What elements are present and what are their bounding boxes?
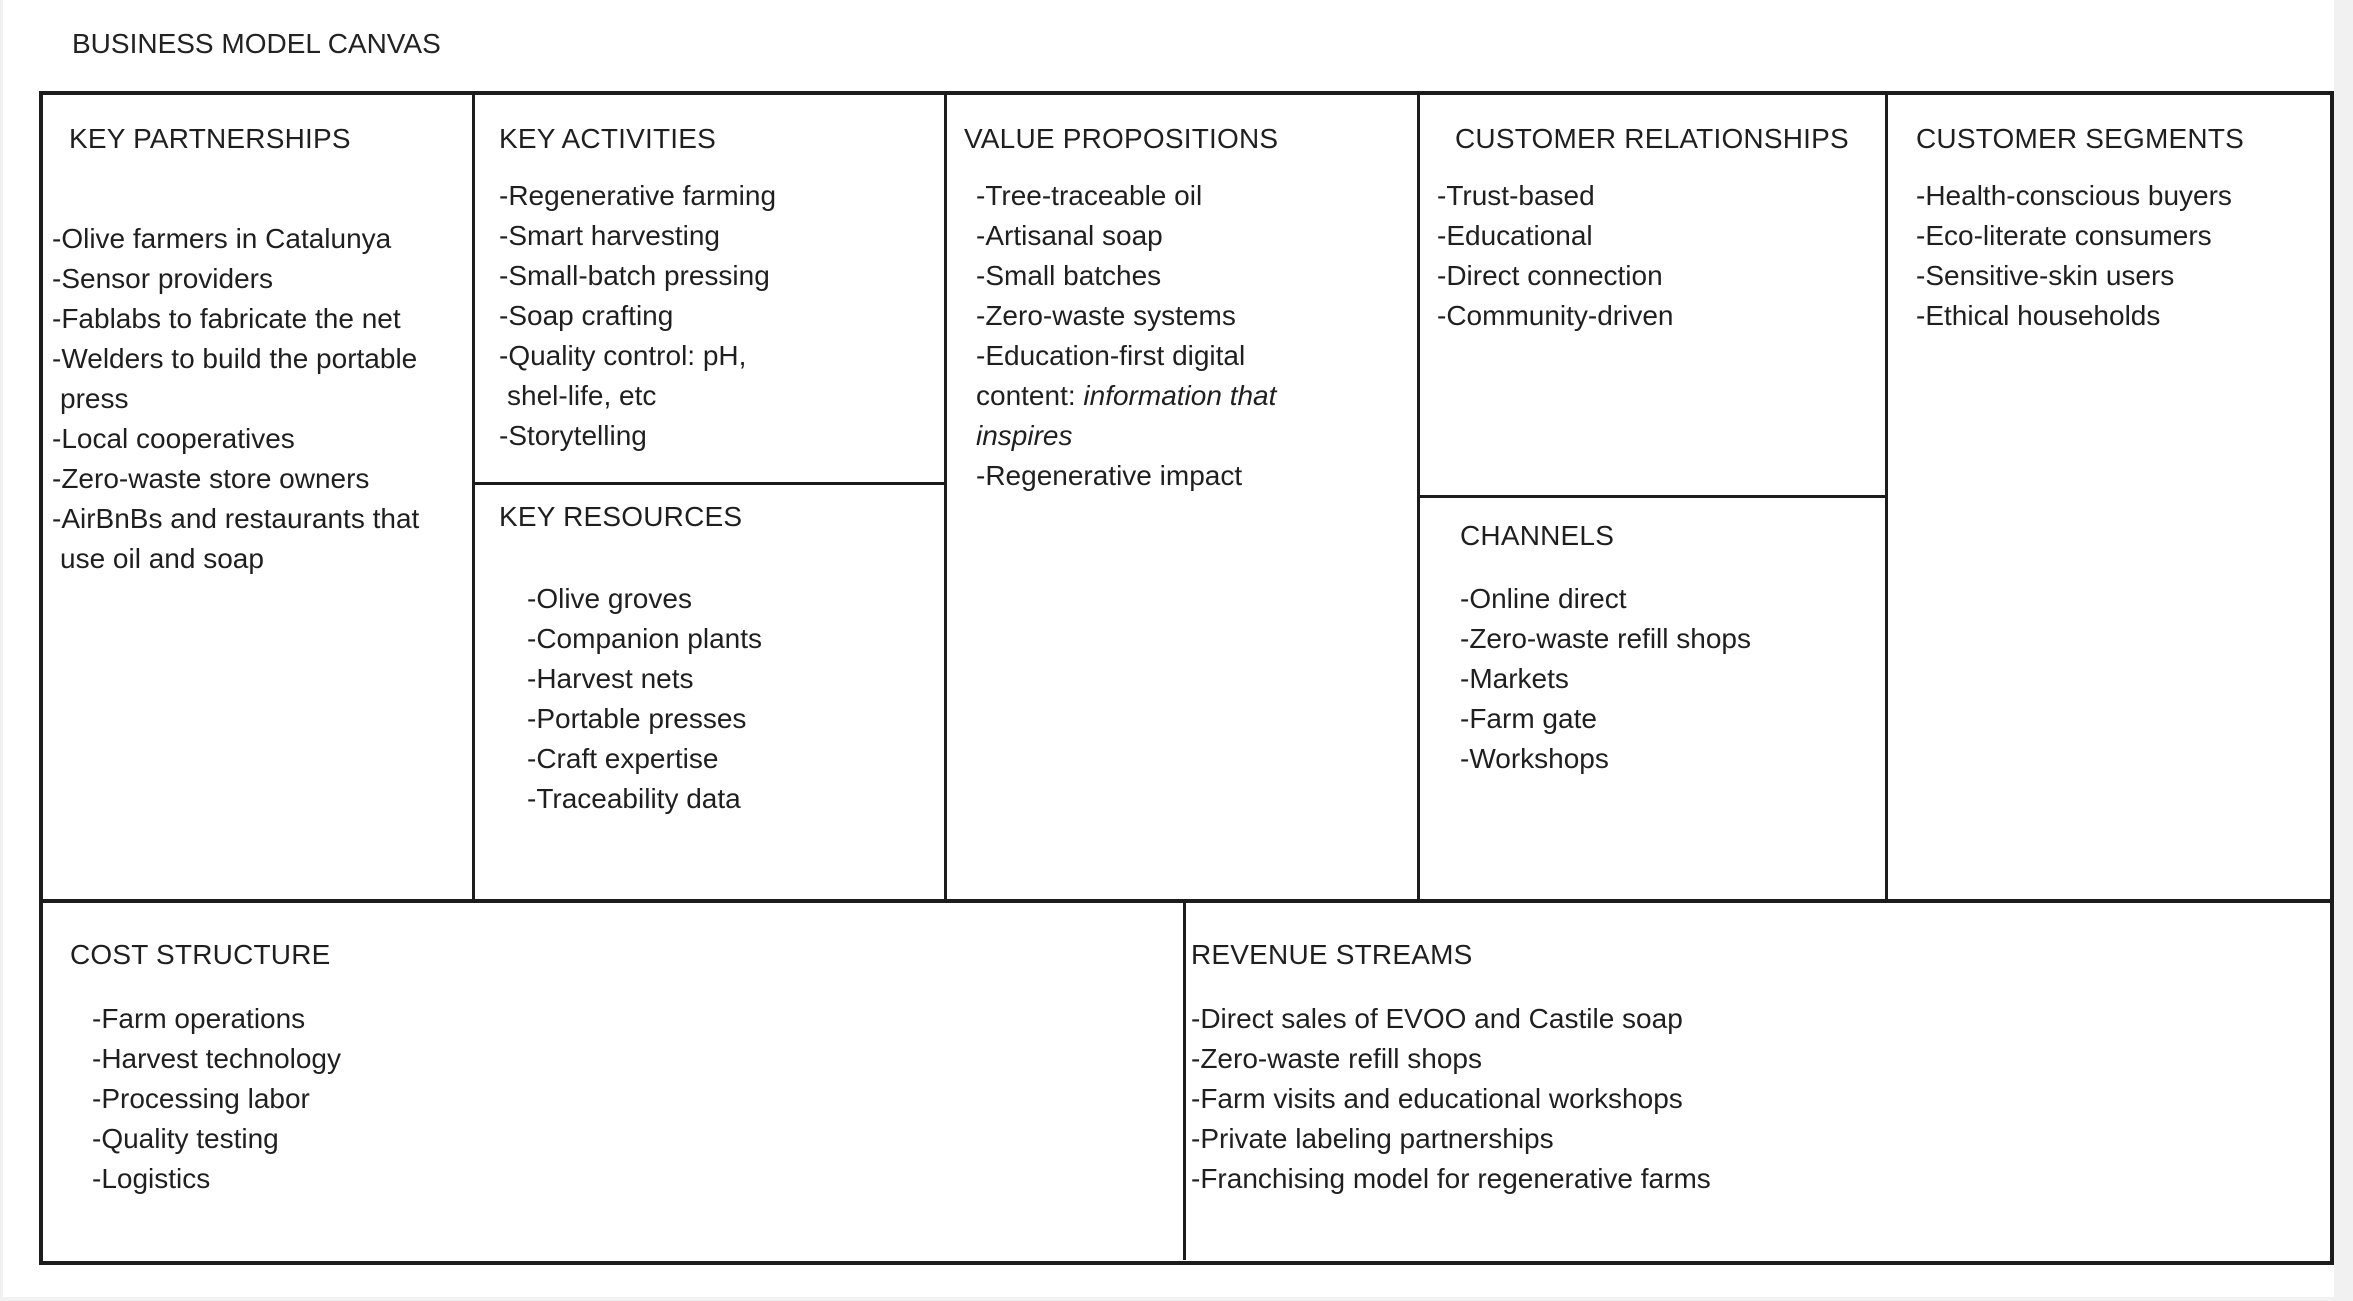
list-item: -Zero-waste store owners xyxy=(52,463,370,494)
page-title: BUSINESS MODEL CANVAS xyxy=(72,28,441,59)
list-item: -Welders to build the portable press xyxy=(52,343,418,414)
cost-structure-heading: COST STRUCTURE xyxy=(70,939,331,970)
list-item: -Storytelling xyxy=(499,420,647,451)
list-item: -Direct sales of EVOO and Castile soap xyxy=(1191,1003,1683,1034)
key-activities-heading: KEY ACTIVITIES xyxy=(499,123,717,154)
list-item: -Private labeling partnerships xyxy=(1191,1123,1554,1154)
divider-activities-value xyxy=(944,93,947,903)
list-item: -Zero-waste refill shops xyxy=(1460,623,1751,654)
divider-relationships-channels xyxy=(1417,495,1888,498)
channels-heading: CHANNELS xyxy=(1460,520,1615,551)
list-item: -Franchising model for regenerative farms xyxy=(1191,1163,1711,1194)
list-item: -Workshops xyxy=(1460,743,1609,774)
list-item: -Eco-literate consumers xyxy=(1916,220,2212,251)
list-item: -Regenerative farming xyxy=(499,180,777,211)
canvas-page xyxy=(3,0,2334,1297)
list-item: -Smart harvesting xyxy=(499,220,720,251)
list-item: -Education-first digital content: information that inspires xyxy=(976,340,1277,451)
list-item: -Small-batch pressing xyxy=(499,260,770,291)
key-activities-list xyxy=(499,176,776,456)
list-item: -Online direct xyxy=(1460,583,1627,614)
list-item: -Soap crafting xyxy=(499,300,674,331)
list-item: -Zero-waste systems xyxy=(976,300,1236,331)
key-partnerships-heading: KEY PARTNERSHIPS xyxy=(69,123,351,154)
list-item: -Quality testing xyxy=(92,1123,279,1154)
customer-segments-heading: CUSTOMER SEGMENTS xyxy=(1916,123,2245,154)
list-item: -Companion plants xyxy=(527,623,763,654)
list-item: -AirBnBs and restaurants that use oil and soap xyxy=(52,503,420,574)
divider-partnerships-activities xyxy=(472,93,475,903)
list-item: -Traceability data xyxy=(527,783,741,814)
list-item: -Farm operations xyxy=(92,1003,306,1034)
list-item: -Craft expertise xyxy=(527,743,719,774)
list-item: -Ethical households xyxy=(1916,300,2161,331)
list-item: -Processing labor xyxy=(92,1083,310,1114)
divider-value-relationships xyxy=(1417,93,1420,903)
customer-segments-list xyxy=(1916,176,2232,336)
customer-relationships-heading: CUSTOMER RELATIONSHIPS xyxy=(1455,123,1849,154)
divider-relationships-segments xyxy=(1885,93,1888,903)
list-item: -Harvest technology xyxy=(92,1043,342,1074)
list-item: -Local cooperatives xyxy=(52,423,295,454)
list-item: -Farm visits and educational workshops xyxy=(1191,1083,1683,1114)
revenue-streams-heading: REVENUE STREAMS xyxy=(1191,939,1473,970)
list-item: -Zero-waste refill shops xyxy=(1191,1043,1482,1074)
divider-cost-revenue xyxy=(1183,900,1186,1260)
value-propositions-list xyxy=(976,176,1276,496)
customer-relationships-list xyxy=(1437,176,1674,336)
list-item: -Olive groves xyxy=(527,583,692,614)
list-item: -Farm gate xyxy=(1460,703,1597,734)
value-propositions-heading: VALUE PROPOSITIONS xyxy=(964,123,1279,154)
list-item: -Sensitive-skin users xyxy=(1916,260,2175,291)
list-item: -Health-conscious buyers xyxy=(1916,180,2232,211)
list-item: -Community-driven xyxy=(1437,300,1674,331)
list-item: -Small batches xyxy=(976,260,1162,291)
list-item: -Fablabs to fabricate the net xyxy=(52,303,401,334)
list-item: -Sensor providers xyxy=(52,263,273,294)
list-item: -Artisanal soap xyxy=(976,220,1163,251)
list-item: -Logistics xyxy=(92,1163,211,1194)
key-resources-heading: KEY RESOURCES xyxy=(499,501,743,532)
list-item: -Direct connection xyxy=(1437,260,1663,291)
list-item: -Portable presses xyxy=(527,703,747,734)
cost-structure-list xyxy=(92,999,341,1199)
list-item: -Trust-based xyxy=(1437,180,1595,211)
list-item: -Quality control: pH, shel-life, etc xyxy=(499,340,747,411)
key-partnerships-list xyxy=(52,219,419,579)
list-item: -Harvest nets xyxy=(527,663,694,694)
list-item: -Tree-traceable oil xyxy=(976,180,1203,211)
divider-activities-resources xyxy=(472,482,947,485)
list-item: -Regenerative impact xyxy=(976,460,1243,491)
list-item: -Markets xyxy=(1460,663,1569,694)
list-item: -Olive farmers in Catalunya xyxy=(52,223,392,254)
list-item: -Educational xyxy=(1437,220,1593,251)
channels-list xyxy=(1460,579,1751,779)
key-resources-list xyxy=(527,579,762,819)
revenue-streams-list xyxy=(1191,999,1711,1199)
